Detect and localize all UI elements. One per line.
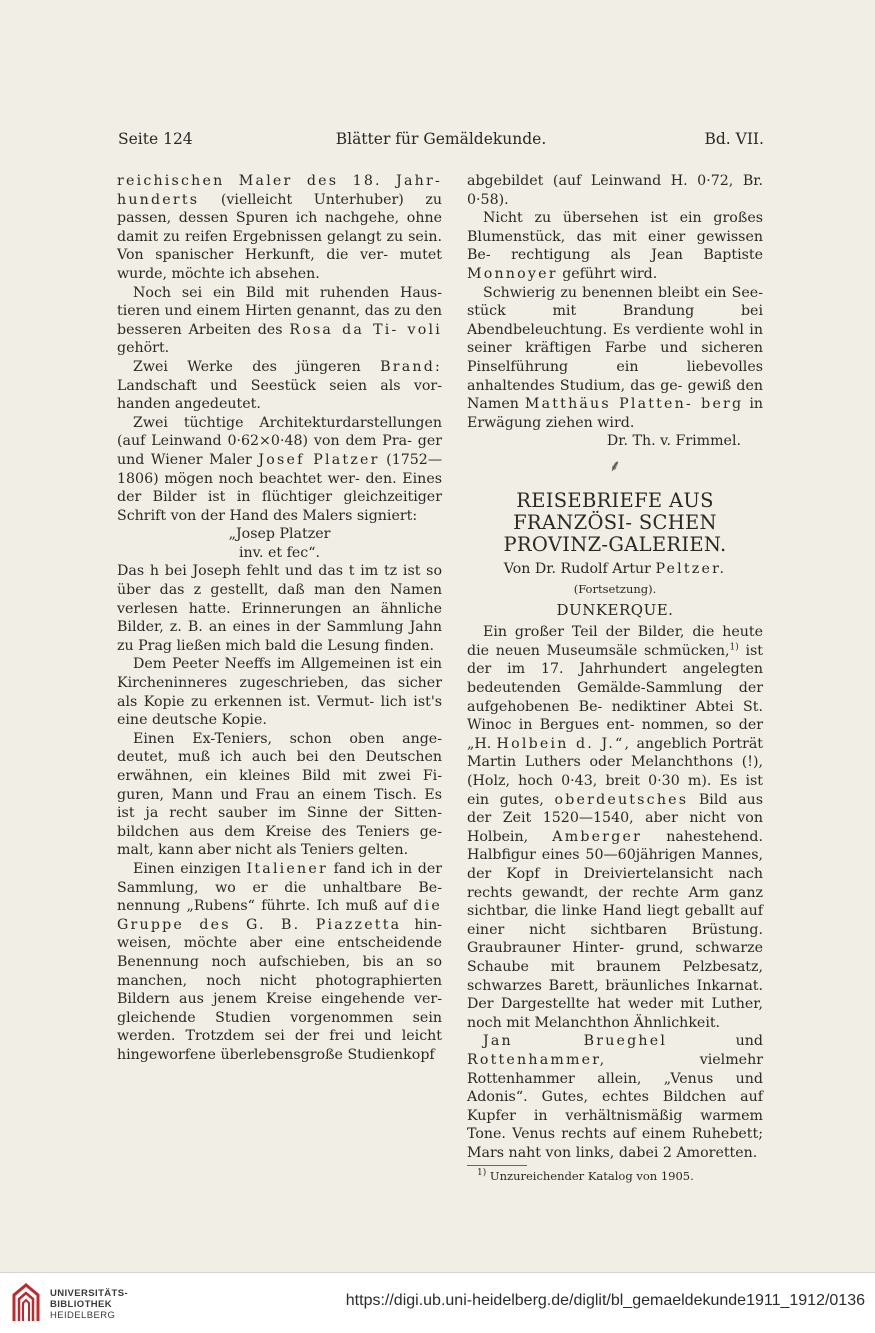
section-heading: DUNKERQUE. <box>556 600 674 619</box>
paragraph: Schwierig zu benennen bleibt ein See- stück mit Brandung bei Abendbeleuchtung. Es verdiente wohl in seiner kräftigen Farbe und sicheren Pinselführung ein liebevolles anhaltendes Studium, das ge- gewiß den Namen Matthäus Platten- berg in Erwägung ziehen wird. <box>467 284 764 431</box>
paragraph: Ein großer Teil der Bilder, die heute die neuen Museumsäle schmücken,$^{1)}$ ist der im 17. Jahrhundert angelegten bedeutenden Gemälde-Sammlung der aufgehobenen Be- nediktiner Abtei St. Winoc in Bergues ent- nommen, so der „H. Holbein d. J.“, angeblich Porträt Martin Luthers oder Melanchthons (!), (Holz, hoch 0·43, breit 0·30 m). Es ist ein gutes, oberdeutsches Bild aus der Zeit 1520—1540, aber nicht von Holbein, Amberger nahestehend. Halbfigur eines 50—60jährigen Mannes, der Kopf in Dreiviertelansicht nach rechts gewandt, der rechte Arm ganz sichtbar, die linke Hand liegt geballt auf einer nicht sichtbaren Brüstung. Graubrauner Hinter- grund, schwarze Schaube mit braunem Pelzbesatz, schwarzes Barett, bräunliches Inkarnat. Der Dargestellte hat weder mit Luther, noch mit Melanchthon Ähnlichkeit. <box>467 624 764 1031</box>
footnote: $^{1)}$ Unzureichender Katalog von 1905. <box>477 1167 694 1183</box>
volume-number: Bd. VII. <box>704 130 764 148</box>
signature-quote-line1: „Josep Platzer <box>228 526 331 543</box>
library-name: UNIVERSITÄTS- BIBLIOTHEK HEIDELBERG <box>50 1288 129 1321</box>
paragraph: Zwei Werke des jüngeren Brand: Landschaft und Seestück seien als vor- handen angedeutet. <box>117 358 442 413</box>
signature-quote-line2: inv. et fec“. <box>239 544 320 561</box>
paragraph: Noch sei ein Bild mit ruhenden Haus- tieren und einem Hirten genannt, das zu den besseren Arbeiten des Rosa da Ti- voli gehört. <box>117 284 442 357</box>
article-title: REISEBRIEFE AUS FRANZÖSI- SCHEN PROVINZ-GALERIEN. <box>503 488 727 556</box>
page-url[interactable]: https://digi.ub.uni-heidelberg.de/diglit/bl_gemaeldekunde1911_1912/0136 <box>345 1292 865 1309</box>
paragraph: Das h bei Joseph fehlt und das t im tz ist so über das z gestellt, daß man den Namen verlesen hatte. Erinnerungen an ähnliche Bilder, z. B. an eines in der Sammlung Jahn zu Prag ließen mich bald die Lesung finden. <box>117 563 442 654</box>
journal-title: Blätter für Gemäldekunde. <box>335 130 547 148</box>
paragraph: Dem Peeter Neeffs im Allgemeinen ist ein Kircheninneres zugeschrieben, das sicher als Kopie zu erkennen ist. Vermut- lich ist's eine deutsche Kopie. <box>117 656 442 729</box>
viewer-footer <box>0 1272 875 1333</box>
right-column <box>467 172 763 1183</box>
page-number: Seite 124 <box>118 130 193 148</box>
paragraph: Nicht zu übersehen ist ein großes Blumenstück, das mit einer gewissen Be- rechtigung als Jean Baptiste Monnoyer geführt wird. <box>467 210 763 282</box>
article-byline: Von Dr. Rudolf Artur Peltzer. <box>503 560 727 577</box>
library-logo-icon <box>8 1281 44 1325</box>
paragraph: reichischen Maler des 18. Jahr- hunderts (vielleicht Unterhuber) zu passen, dessen Spuren ich nachgehe, ohne damit zu reifen Ergebnissen gelangt zu sein. Von spanischer Herkunft, die ver- mutet wurde, möchte ich absehen. <box>117 173 443 282</box>
paragraph: Zwei tüchtige Architekturdarstellungen (auf Leinwand 0·62×0·48) von dem Pra- ger und Wiener Maler Josef Platzer (1752—1806) mögen noch beachtet wer- den. Eines der Bilder ist in flüchtiger gleichzeitiger Schrift von der Hand des Malers signiert: <box>117 414 443 524</box>
paragraph: abgebildet (auf Leinwand H. 0·72, Br. 0·58). <box>467 173 763 208</box>
fleuron-ornament-icon: ⸙ <box>608 455 621 475</box>
paragraph: Einen Ex-Teniers, schon oben ange- deutet, muß ich auch bei den Deutschen erwähnen, ein kleines Bild mit zwei Fi- guren, Mann und Frau an einem Tisch. Es ist ja recht sauber im Sinne der Sitten- bildchen aus dem Kreise des Teniers ge- malt, kann aber nicht als Teniers gelten. <box>117 730 442 859</box>
continuation-note: (Fortsetzung). <box>573 582 657 597</box>
running-header <box>118 130 764 154</box>
left-column <box>117 172 442 1065</box>
paragraph: Jan Brueghel und Rottenhammer, vielmehr Rottenhammer allein, „Venus und Adonis“. Gutes, echtes Bildchen auf Kupfer in verhältnismäßig warmem Tone. Venus rechts auf einem Ruhebett; Mars naht von links, dabei 2 Amoretten. <box>467 1033 763 1161</box>
footnote-reference: 1) <box>729 642 739 653</box>
author-signature: Dr. Th. v. Frimmel. <box>606 433 741 450</box>
paragraph: Einen einzigen Italiener fand ich in der Sammlung, wo er die unhaltbare Be- nennung „Rubens“ führte. Ich muß auf die Gruppe des G. B. Piazzetta hin- weisen, möchte aber eine entscheidende Benennung noch aufschieben, bis an so manchen, noch nicht photographierten Bildern aus jenem Kreise eingehende ver- gleichende Studien vorgenommen sein werden. Trotzdem sei der frei und leicht hingeworfene überlebensgroße Studienkopf <box>117 860 443 1063</box>
footnote-rule <box>467 1165 527 1166</box>
